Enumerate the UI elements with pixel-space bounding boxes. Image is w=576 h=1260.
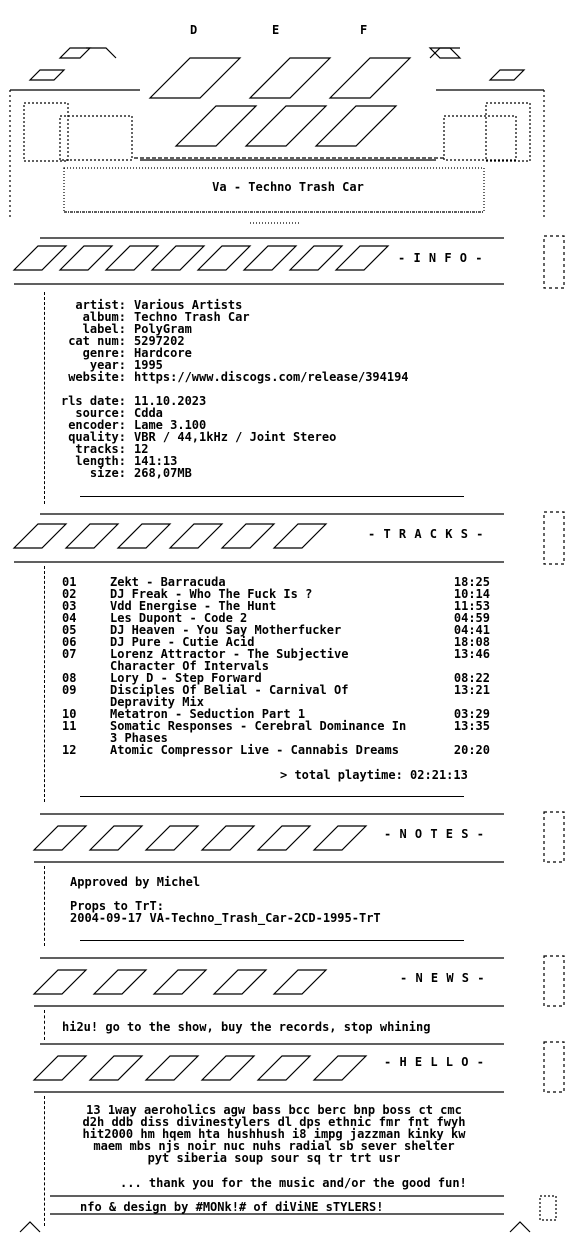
track-title: Les Dupont - Code 2 bbox=[110, 611, 248, 625]
info-value: PolyGram bbox=[134, 322, 192, 336]
track-num: 09 bbox=[62, 683, 77, 697]
track-num: 08 bbox=[62, 671, 77, 685]
banner-letter-e: E bbox=[272, 23, 280, 37]
track-time: 18:08 bbox=[453, 635, 490, 649]
notes-block bbox=[70, 876, 381, 924]
track-num: 12 bbox=[62, 743, 77, 757]
info-value: 12 bbox=[134, 442, 149, 456]
track-row bbox=[62, 744, 490, 756]
track-time: 08:22 bbox=[453, 671, 490, 685]
info-block bbox=[50, 299, 409, 479]
track-num: 10 bbox=[62, 707, 77, 721]
info-key: artist: bbox=[75, 298, 126, 312]
track-title: Atomic Compressor Live - Cannabis Dreams bbox=[110, 743, 399, 757]
track-time: 04:41 bbox=[453, 623, 490, 637]
track-title: Disciples Of Belial - Carnival Of bbox=[110, 683, 349, 697]
info-value: 11.10.2023 bbox=[134, 394, 207, 408]
track-title: Metatron - Seduction Part 1 bbox=[110, 707, 306, 721]
tracks-section-label: - T R A C K S - bbox=[368, 527, 484, 541]
track-title: Somatic Responses - Cerebral Dominance In bbox=[110, 719, 407, 733]
hello-section-label: - H E L L O - bbox=[384, 1055, 485, 1069]
info-key: cat num: bbox=[68, 334, 126, 348]
track-title: Lorenz Attractor - The Subjective bbox=[110, 647, 349, 661]
greetings-line: 13 1way aeroholics agw bass bcc berc bnp boss ct cmc bbox=[86, 1103, 462, 1117]
news-section-label: - N E W S - bbox=[400, 971, 485, 985]
news-section-header bbox=[0, 950, 576, 1010]
thanks-line: ... thank you for the music and/or the good fun! bbox=[120, 1176, 467, 1190]
greetings-line: maem mbs njs noir nuc nuhs radial sb sever shelter bbox=[93, 1139, 455, 1153]
track-time: 18:25 bbox=[453, 575, 490, 589]
track-num: 06 bbox=[62, 635, 77, 649]
info-value: 268,07MB bbox=[134, 466, 192, 480]
tracklist bbox=[62, 576, 490, 756]
info-value: Hardcore bbox=[134, 346, 192, 360]
info-row bbox=[50, 467, 409, 479]
track-title: DJ Freak - Who The Fuck Is ? bbox=[110, 587, 313, 601]
news-text: hi2u! go to the show, buy the records, stop whining bbox=[62, 1020, 431, 1034]
info-frame-line bbox=[44, 292, 45, 504]
track-num: 02 bbox=[62, 587, 77, 601]
track-num: 05 bbox=[62, 623, 77, 637]
track-title: Character Of Intervals bbox=[110, 659, 269, 673]
track-title: DJ Heaven - You Say Motherfucker bbox=[110, 623, 342, 637]
track-time: 04:59 bbox=[453, 611, 490, 625]
banner-letter-f: F bbox=[360, 23, 368, 37]
greetings-block bbox=[50, 1104, 498, 1164]
info-key: encoder: bbox=[68, 418, 126, 432]
track-num: 07 bbox=[62, 647, 77, 661]
notes-section-header bbox=[0, 806, 576, 866]
info-value: VBR / 44,1kHz / Joint Stereo bbox=[134, 430, 337, 444]
info-key: year: bbox=[89, 358, 126, 372]
track-num: 04 bbox=[62, 611, 77, 625]
info-section-header bbox=[0, 232, 576, 292]
banner-letter-d: D bbox=[190, 23, 198, 37]
info-value: 5297202 bbox=[134, 334, 185, 348]
info-key: tracks: bbox=[75, 442, 126, 456]
info-key: source: bbox=[75, 406, 126, 420]
info-key: quality: bbox=[68, 430, 126, 444]
total-playtime: > total playtime: 02:21:13 bbox=[280, 768, 468, 782]
info-value: Techno Trash Car bbox=[134, 310, 250, 324]
info-key: label: bbox=[82, 322, 126, 336]
track-title: Zekt - Barracuda bbox=[110, 575, 226, 589]
info-section-label: - I N F O - bbox=[398, 251, 483, 265]
track-time: 13:21 bbox=[453, 683, 490, 697]
greetings-line: d2h ddb diss divinestylers dl dps ethnic fmr fnt fwyh bbox=[82, 1115, 466, 1129]
track-time: 13:35 bbox=[453, 719, 490, 733]
info-key: size: bbox=[89, 466, 126, 480]
info-value: 141:13 bbox=[134, 454, 178, 468]
notes-divider bbox=[80, 940, 464, 941]
notes-props: Props to TrT: bbox=[70, 899, 164, 913]
track-title: 3 Phases bbox=[110, 731, 168, 745]
info-row bbox=[50, 371, 409, 383]
track-num: 03 bbox=[62, 599, 77, 613]
release-title: Va - Techno Trash Car bbox=[212, 180, 364, 194]
track-time: 20:20 bbox=[453, 743, 490, 757]
info-key: rls date: bbox=[60, 394, 126, 408]
info-key: website: bbox=[68, 370, 126, 384]
info-value: Various Artists bbox=[134, 298, 243, 312]
greetings-line: hit2000 hm hqem hta hushhush i8 impg jazzman kinky kw bbox=[82, 1127, 466, 1141]
notes-props-release: 2004-09-17 VA-Techno_Trash_Car-2CD-1995-TrT bbox=[70, 911, 381, 925]
info-key: album: bbox=[82, 310, 126, 324]
tracks-frame-line bbox=[44, 566, 45, 802]
track-title: Lory D - Step Forward bbox=[110, 671, 262, 685]
notes-frame-line bbox=[44, 866, 45, 946]
info-value: https://www.discogs.com/release/394194 bbox=[134, 370, 409, 384]
info-divider bbox=[80, 496, 464, 497]
track-time: 11:53 bbox=[453, 599, 490, 613]
greetings-line: pyt siberia soup sour sq tr trt usr bbox=[147, 1151, 401, 1165]
info-key: genre: bbox=[82, 346, 126, 360]
info-key: length: bbox=[75, 454, 126, 468]
info-value: Cdda bbox=[134, 406, 163, 420]
track-title: DJ Pure - Cutie Acid bbox=[110, 635, 255, 649]
track-num: 01 bbox=[62, 575, 77, 589]
hello-section-header bbox=[0, 1036, 576, 1096]
track-title: Vdd Energise - The Hunt bbox=[110, 599, 277, 613]
notes-approved: Approved by Michel bbox=[70, 875, 201, 889]
info-value: 1995 bbox=[134, 358, 163, 372]
credit-line: nfo & design by #MONk!# of diViNE sTYLERS! bbox=[80, 1200, 384, 1214]
track-time: 10:14 bbox=[453, 587, 490, 601]
track-title: Depravity Mix bbox=[110, 695, 204, 709]
banner-art bbox=[0, 18, 576, 228]
info-value: Lame 3.100 bbox=[134, 418, 207, 432]
tracks-divider bbox=[80, 796, 464, 797]
notes-section-label: - N O T E S - bbox=[384, 827, 485, 841]
track-num: 11 bbox=[62, 719, 77, 733]
tracks-section-header bbox=[0, 508, 576, 568]
track-time: 13:46 bbox=[453, 647, 490, 661]
track-time: 03:29 bbox=[453, 707, 490, 721]
